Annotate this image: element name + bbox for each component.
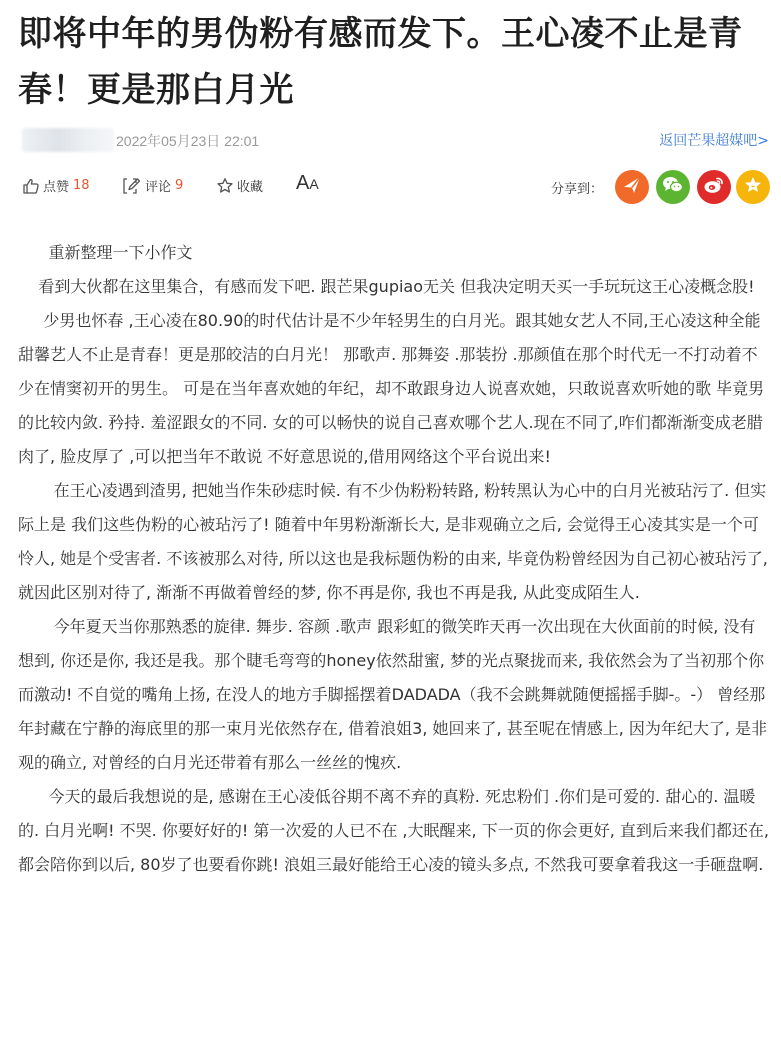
weibo-icon	[702, 174, 726, 200]
paragraph: 今年夏天当你那熟悉的旋律. 舞步. 容颜 .歌声 跟彩虹的微笑昨天再一次出现在大伙面前的时候, 没有想到, 你还是你, 我还是我。那个睫毛弯弯的honey依然甜蜜, 梦的光点聚拢而来, 我依然会为了当初那个你而激动! 不自觉的嘴角上扬, 在没人的地方手脚摇摆着DADADA（我不会跳舞就随便摇摇手脚-。-） 曾经那年封藏在宁静的海底里的那一束月光依然存在, 借着浪姐3, 她回来了, 甚至呢在情感上, 因为年纪大了, 是非观的确立, 对曾经的白月光还带着有那么一丝丝的愧疚.	[18, 617, 768, 772]
share-wechat-button[interactable]	[656, 170, 690, 204]
paragraph: 少男也怀春 ,王心凌在80.90的时代估计是不少年轻男生的白月光。跟其她女艺人不同,王心凌这种全能甜馨艺人不止是青春！更是那皎洁的白月光！ 那歌声. 那舞姿 .那装扮 .那颜值在那个时代无一不打动着不少在情窦初开的男生。 可是在当年喜欢她的年纪，却不敢跟身边人说喜欢她，只敢说喜欢听她的歌 毕竟男的比较内敛. 矜持. 羞涩跟女的不同. 女的可以畅快的说自己喜欢哪个艺人.现在不同了,咋们都渐渐变成老腊肉了, 脸皮厚了 ,可以把当年不敢说 不好意思说的,借用网络这个平台说出来!	[18, 311, 765, 466]
back-to-forum-link[interactable]: 返回芒果超媒吧>	[659, 133, 769, 149]
share-weibo-button[interactable]	[697, 170, 731, 204]
paragraph: 在王心凌遇到渣男, 把她当作朱砂痣时候. 有不少伪粉粉转路, 粉转黑认为心中的白月光被玷污了. 但实际上是 我们这些伪粉的心被玷污了! 随着中年男粉渐渐长大, 是非观确立之后, 会觉得王心凌其实是一个可怜人, 她是个受害者. 不该被那么对待, 所以这也是我标题伪粉的由来, 毕竟伪粉曾经因为自己初心被玷污了, 就因此区别对待了, 渐渐不再做着曾经的梦, 你不再是你, 我也不再是我, 从此变成陌生人.	[18, 481, 768, 602]
paper-plane-icon	[621, 174, 643, 200]
font-size-small-glyph: A	[309, 176, 319, 192]
thumbs-up-icon	[22, 177, 40, 195]
article-title: 即将中年的男伪粉有感而发下。王心凌不止是青春！更是那白月光	[18, 14, 743, 110]
like-count: 18	[73, 178, 90, 193]
paragraph: 今天的最后我想说的是, 感谢在王心凌低谷期不离不弃的真粉. 死忠粉们 .你们是可爱的. 甜心的. 温暖的. 白月光啊! 不哭. 你要好好的! 第一次爱的人已不在 ,大眠醒来, 下一页的你会更好, 直到后来我们都还在, 都会陪你到以后, 80岁了也要看你跳! 浪姐三最好能给王心凌的镜头多点, 不然我可要拿着我这一手砸盘啊.	[18, 787, 769, 874]
publish-date: 2022年05月23日 22:01	[116, 133, 260, 149]
share-feed-button[interactable]	[615, 170, 649, 204]
font-size-large-glyph: A	[296, 172, 310, 194]
article-body	[18, 236, 771, 882]
favorite-button[interactable]	[216, 176, 263, 195]
wechat-icon	[661, 174, 685, 200]
comment-label: 评论	[145, 180, 172, 195]
article-meta	[0, 126, 781, 156]
share-favorite-button[interactable]	[736, 170, 770, 204]
paragraph: 看到大伙都在这里集合，有感而发下吧. 跟芒果gupiao无关 但我决定明天买一手玩玩这王心凌概念股!	[18, 277, 755, 296]
article-toolbar	[0, 168, 781, 204]
like-button[interactable]	[22, 176, 90, 195]
comment-count: 9	[175, 178, 184, 193]
edit-comment-icon	[122, 177, 142, 195]
like-label: 点赞	[43, 180, 70, 195]
star-icon	[742, 174, 764, 200]
favorite-label: 收藏	[237, 180, 264, 195]
share-label: 分享到：	[551, 182, 604, 197]
paragraph: 重新整理一下小作文	[18, 243, 193, 262]
comment-button[interactable]	[122, 176, 183, 195]
star-outline-icon	[216, 177, 234, 195]
author-name-blurred[interactable]	[22, 128, 114, 152]
font-size-toggle[interactable]	[296, 172, 319, 195]
